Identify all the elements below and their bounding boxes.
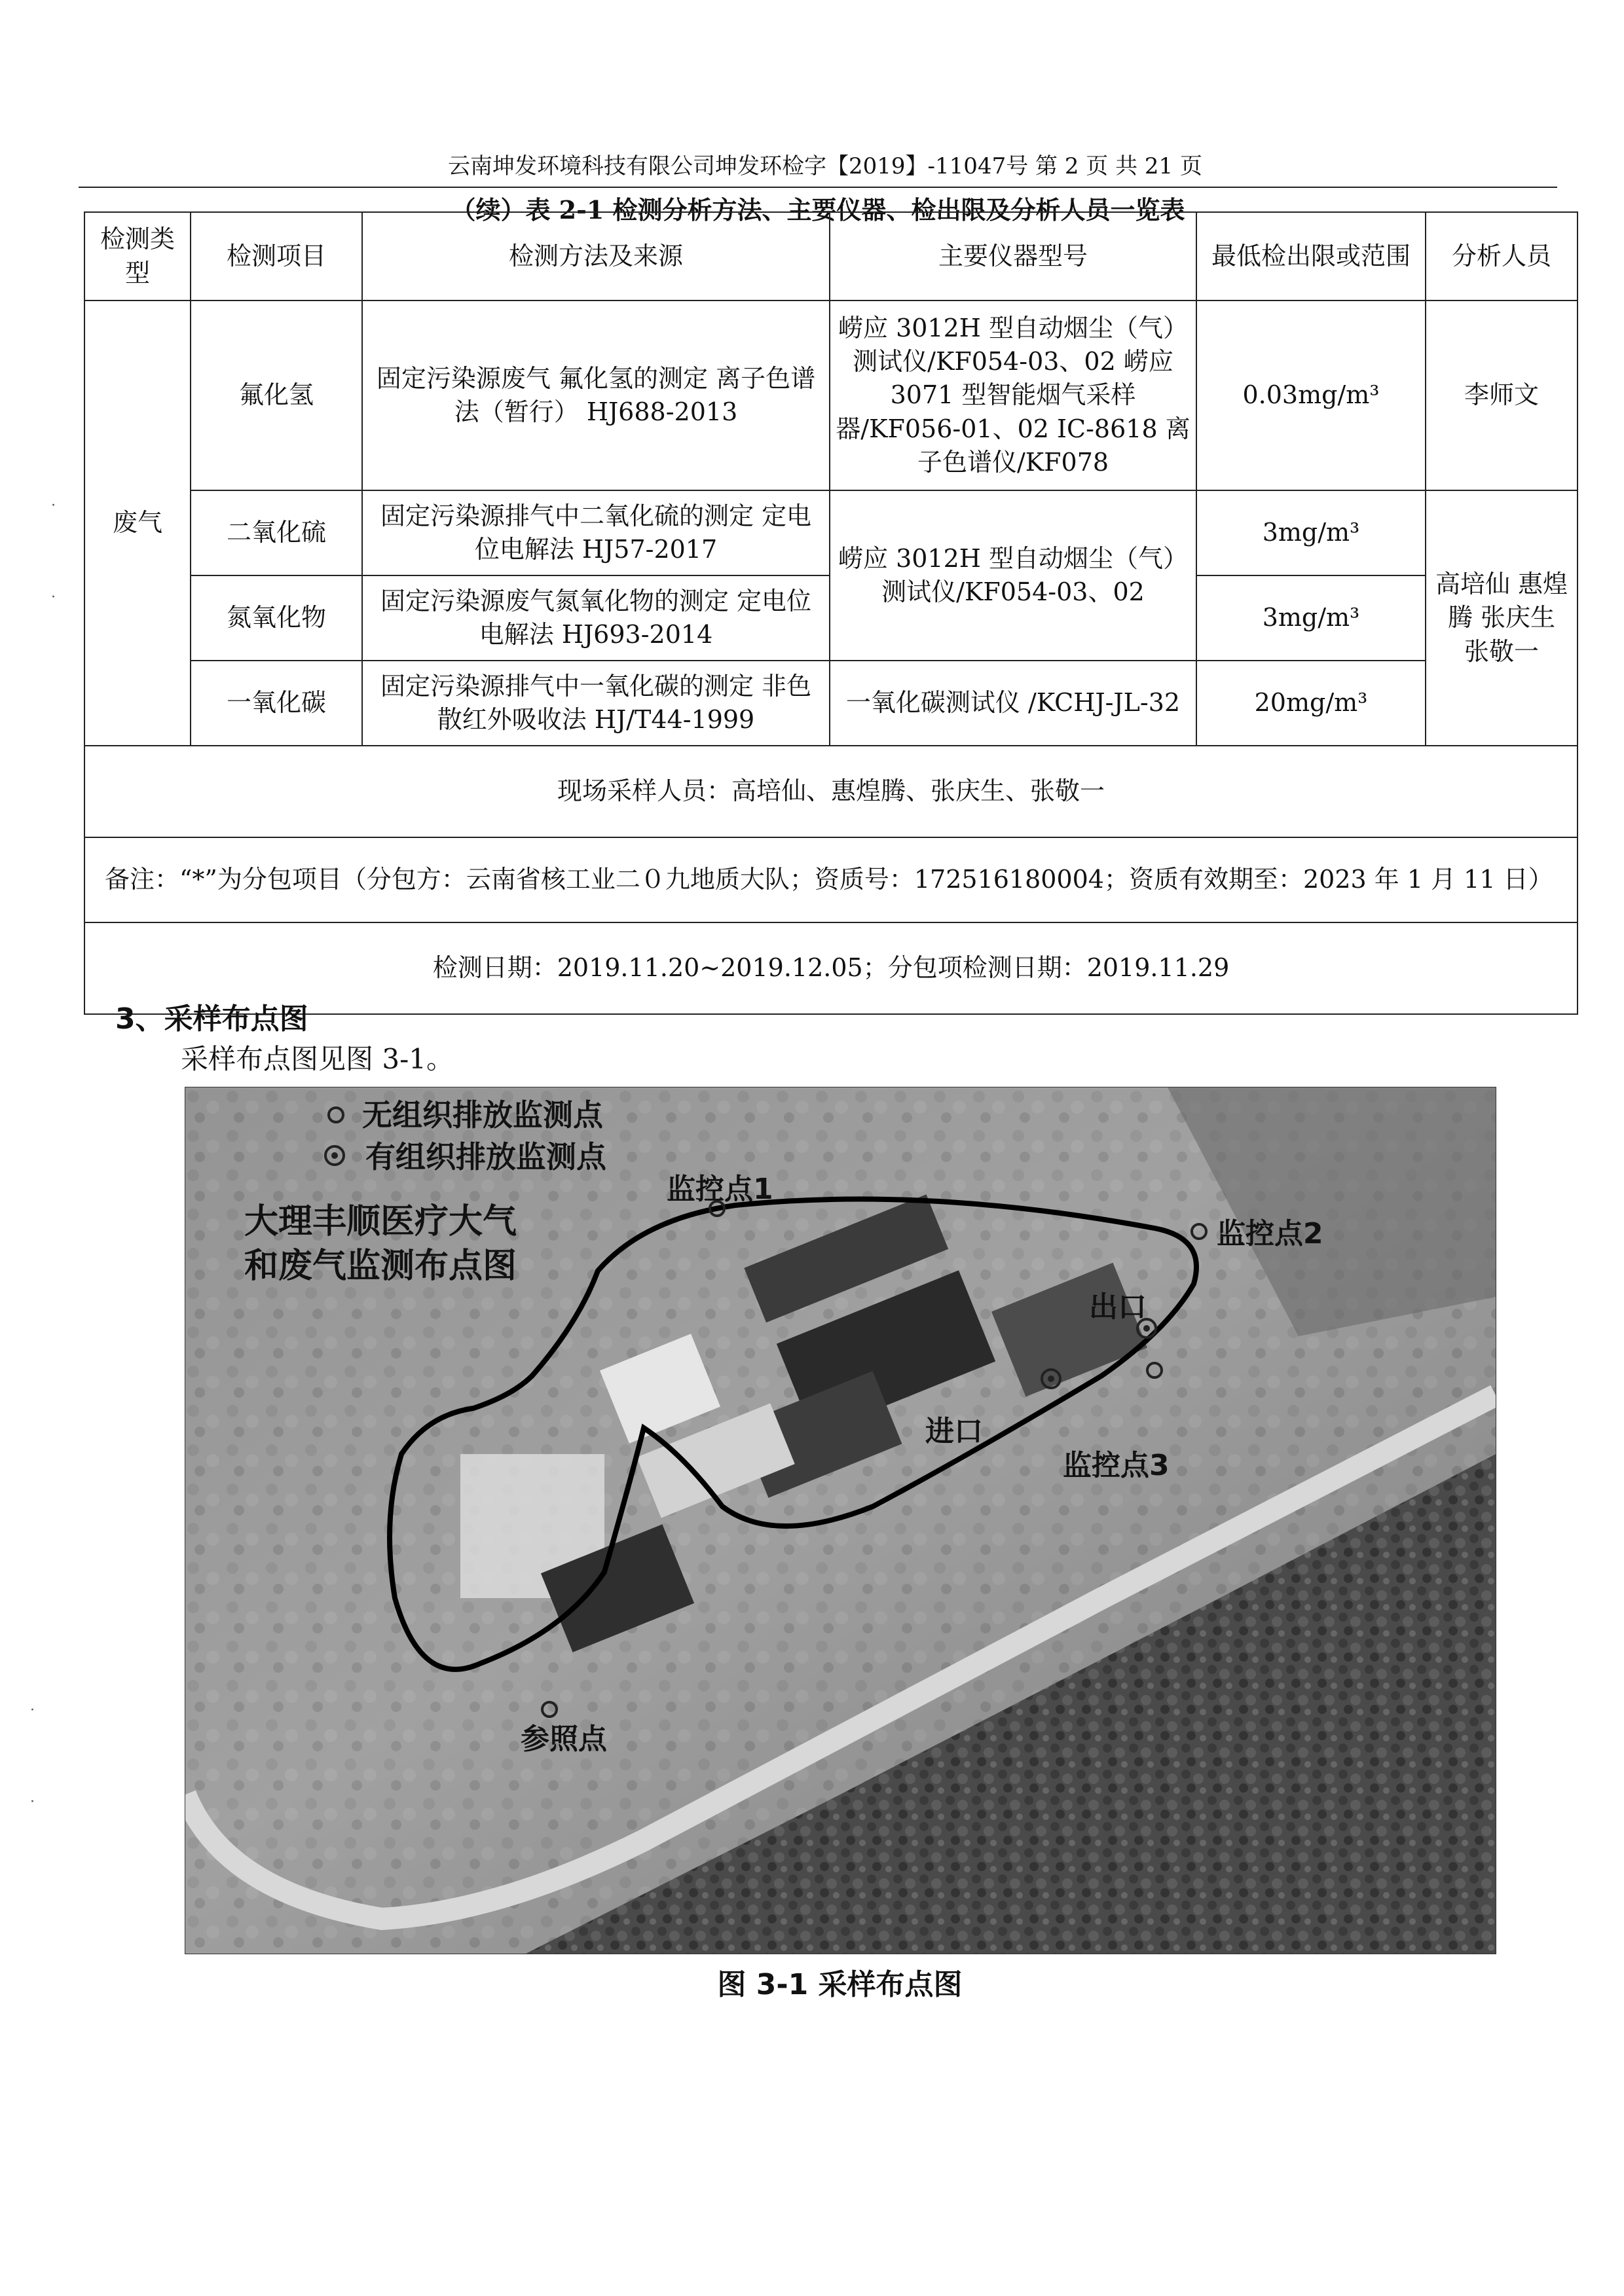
dates-row [84,922,1578,1014]
instrument-cell: 崂应 3012H 型自动烟尘（气）测试仪/KF054-03、02 [830,490,1196,661]
limit-cell: 3mg/m³ [1196,490,1426,575]
item-cell: 二氧化硫 [191,490,362,575]
table-row [84,490,1578,575]
table-header-row [84,212,1578,301]
scan-mark: · [30,1702,35,1719]
item-cell: 氟化氢 [191,301,362,490]
remark-cell: 备注：“*”为分包项目（分包方：云南省核工业二０九地质大队；资质号：172516180004；资质有效期至：2023 年 1 月 11 日） [84,837,1578,922]
instrument-cell: 一氧化碳测试仪 /KCHJ-JL-32 [830,661,1196,746]
monitor-point-2-label: 监控点2 [1217,1217,1323,1250]
item-cell: 一氧化碳 [191,661,362,746]
map-title-line2: 和废气监测布点图 [244,1247,517,1286]
category-cell: 废气 [84,301,191,746]
sampling-map [185,1087,1496,1954]
method-cell: 固定污染源排气中一氧化碳的测定 非色散红外吸收法 HJ/T44-1999 [362,661,830,746]
samplers-row [84,746,1578,837]
reference-point-label: 参照点 [521,1722,607,1756]
dates-cell: 检测日期：2019.11.20~2019.12.05；分包项检测日期：2019.11.29 [84,922,1578,1014]
header-rule [79,187,1557,188]
col-header-method: 检测方法及来源 [362,212,830,301]
samplers-cell: 现场采样人员：高培仙、惠煌腾、张庆生、张敬一 [84,746,1578,837]
col-header-limit: 最低检出限或范围 [1196,212,1426,301]
limit-cell: 20mg/m³ [1196,661,1426,746]
scan-mark: · [51,498,56,514]
analyst-cell: 高培仙 惠煌腾 张庆生 张敬一 [1426,490,1578,746]
table-row [84,301,1578,490]
scan-mark: · [51,589,56,606]
method-cell: 固定污染源排气中二氧化硫的测定 定电位电解法 HJ57-2017 [362,490,830,575]
col-header-type: 检测类型 [84,212,191,301]
col-header-analyst: 分析人员 [1426,212,1578,301]
instrument-cell: 崂应 3012H 型自动烟尘（气）测试仪/KF054-03、02 崂应 3071 型智能烟气采样器/KF056-01、02 IC-8618 离子色谱仪/KF078 [830,301,1196,490]
method-cell: 固定污染源废气氮氧化物的测定 定电位电解法 HJ693-2014 [362,575,830,661]
monitor-point-3-label: 监控点3 [1063,1449,1170,1482]
figure-caption: 图 3-1 采样布点图 [717,1968,963,2001]
analyst-cell: 李师文 [1426,301,1578,490]
method-cell: 固定污染源废气 氟化氢的测定 离子色谱法（暂行） HJ688-2013 [362,301,830,490]
inlet-label: 进口 [925,1415,983,1448]
col-header-item: 检测项目 [191,212,362,301]
limit-cell: 3mg/m³ [1196,575,1426,661]
methods-table [84,211,1578,1015]
section-title: 3、采样布点图 [115,1002,308,1036]
legend-unorganized-label: 无组织排放监测点 [362,1097,603,1133]
remark-row [84,837,1578,922]
section-text: 采样布点图见图 3-1。 [181,1043,454,1075]
limit-cell: 0.03mg/m³ [1196,301,1426,490]
report-header: 云南坤发环境科技有限公司坤发环检字【2019】-11047号 第 2 页 共 21 页 [448,153,1202,179]
table-title: （续）表 2-1 检测分析方法、主要仪器、检出限及分析人员一览表 [451,195,1185,225]
outlet-label: 出口 [1089,1290,1147,1324]
legend-organized-label: 有组织排放监测点 [365,1139,606,1175]
monitor-point-1-label: 监控点1 [667,1173,773,1206]
item-cell: 氮氧化物 [191,575,362,661]
col-header-instrument: 主要仪器型号 [830,212,1196,301]
map-title-line1: 大理丰顺医疗大气 [244,1202,517,1241]
table-row [84,661,1578,746]
scan-mark: · [30,1794,35,1810]
